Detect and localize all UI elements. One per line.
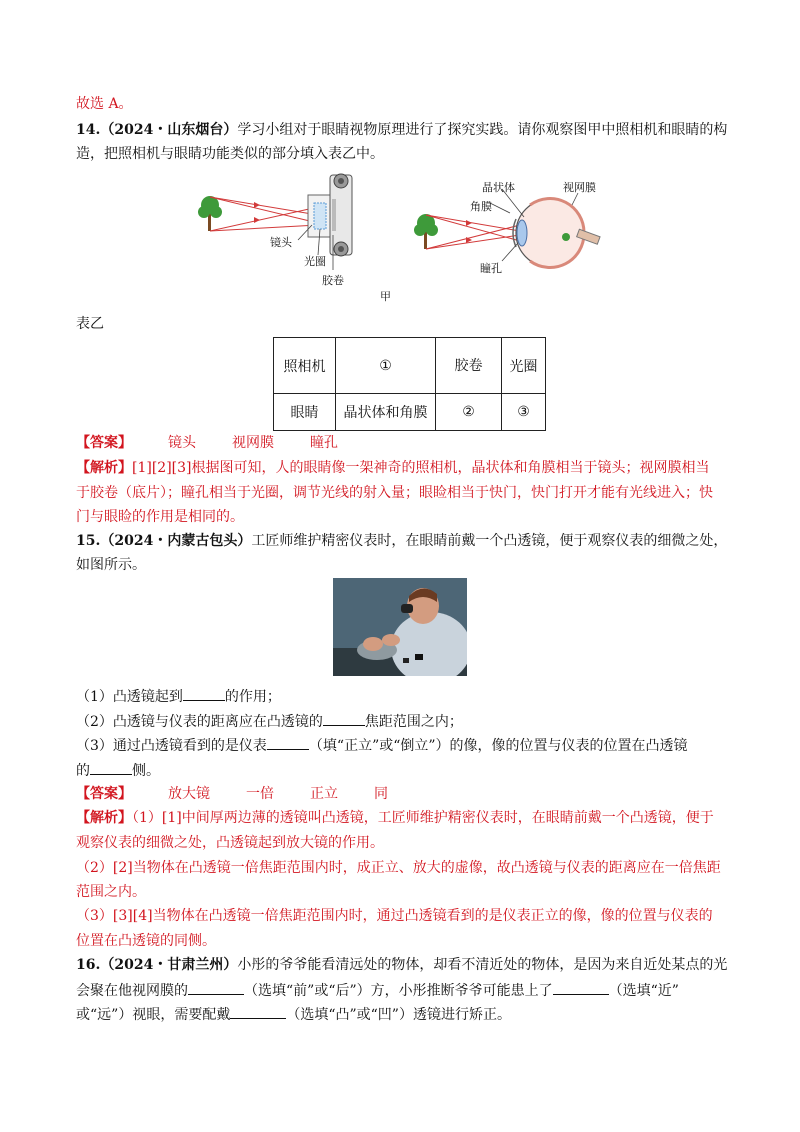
table-cell: 胶卷 bbox=[436, 338, 502, 394]
q14-source: （2024・山东烟台） bbox=[100, 122, 238, 138]
q14-analysis-line1 bbox=[76, 458, 710, 478]
camera-light-rays bbox=[210, 197, 318, 231]
q15-sub2-text: （2）凸透镜与仪表的距离应在凸透镜的 bbox=[76, 714, 323, 730]
table-cell: 照相机 bbox=[274, 338, 336, 394]
answer-item: 一倍 bbox=[246, 786, 274, 802]
q16-blank-3[interactable] bbox=[230, 1004, 286, 1019]
camera-tree-icon bbox=[198, 196, 222, 231]
analysis-label: 【解析】 bbox=[76, 460, 132, 476]
analysis-text: （1）[1]中间厚两边薄的透镜叫凸透镜，工匠师维护精密仪表时，在眼睛前戴一个凸透镜，便于 bbox=[132, 810, 714, 826]
q15-sub2 bbox=[76, 711, 463, 732]
q15-blank-2[interactable] bbox=[323, 711, 365, 726]
comparison-table bbox=[273, 337, 546, 431]
analysis-text: [1][2][3]根据图可知，人的眼睛像一架神奇的照相机，晶状体和角膜相当于镜头；视网膜相当 bbox=[132, 460, 710, 476]
answer-item: 视网膜 bbox=[232, 435, 274, 451]
table-cell: 晶状体和角膜 bbox=[336, 394, 436, 431]
q15-blank-1[interactable] bbox=[183, 686, 225, 701]
answer-item: 放大镜 bbox=[168, 786, 210, 802]
label-film: 胶卷 bbox=[322, 274, 344, 287]
q15-sub3-text: （3）通过凸透镜看到的是仪表 bbox=[76, 738, 267, 754]
q15-analysis-line5: （3）[3][4]当物体在凸透镜一倍焦距范围内时，通过凸透镜看到的是仪表正立的像，像的位置与仪表的 bbox=[76, 908, 713, 924]
label-retina: 视网膜 bbox=[563, 181, 596, 194]
q14-answer bbox=[76, 433, 338, 453]
table-cell: 光圈 bbox=[502, 338, 546, 394]
q14-text-line2: 造，把照相机与眼睛功能类似的部分填入表乙中。 bbox=[76, 146, 384, 162]
eyeball bbox=[513, 198, 600, 267]
q15-blank-3[interactable] bbox=[267, 735, 309, 750]
answer-label: 【答案】 bbox=[76, 435, 132, 451]
q16-line2-text-mid: （选填“前”或“后”）方，小彤推断爷爷可能患上了 bbox=[244, 983, 553, 999]
answer-item: 镜头 bbox=[168, 435, 196, 451]
q16-line3-text-end: （选填“凸”或“凹”）透镜进行矫正。 bbox=[286, 1007, 511, 1023]
label-pupil: 瞳孔 bbox=[480, 262, 502, 275]
q16-line2-text-end: （选填“近” bbox=[608, 983, 679, 999]
table-row bbox=[274, 394, 546, 431]
q15-blank-4[interactable] bbox=[90, 760, 132, 775]
q15-analysis-line6: 位置在凸透镜的同侧。 bbox=[76, 933, 216, 949]
table-row bbox=[274, 338, 546, 394]
q15-analysis-line1 bbox=[76, 808, 714, 828]
craftsman-illustration bbox=[333, 578, 467, 676]
q16-blank-1[interactable] bbox=[188, 980, 244, 995]
camera-body bbox=[308, 174, 352, 256]
q15-analysis-line2: 观察仪表的细微之处，凸透镜起到放大镜的作用。 bbox=[76, 835, 384, 851]
q15-text-line1 bbox=[76, 531, 727, 551]
q16-line2-text: 会聚在他视网膜的 bbox=[76, 983, 188, 999]
answer-item: 瞳孔 bbox=[310, 435, 338, 451]
q15-analysis-line3: （2）[2]当物体在凸透镜一倍焦距范围内时，成正立、放大的虚像，故凸透镜与仪表的距离应在一倍焦距 bbox=[76, 860, 721, 876]
q15-sub3-text-end: （填“正立”或“倒立”）的像，像的位置与仪表的位置在凸透镜 bbox=[308, 738, 688, 754]
eye-tree-icon bbox=[414, 214, 438, 249]
craftsman-photo bbox=[333, 578, 467, 676]
q16-text-line3 bbox=[76, 1004, 511, 1025]
label-crystalline: 晶状体 bbox=[482, 181, 515, 194]
table-cell: ① bbox=[336, 338, 436, 394]
table-cell: ③ bbox=[502, 394, 546, 431]
q15-sub1 bbox=[76, 686, 281, 707]
q14-analysis-line2: 于胶卷（底片）；瞳孔相当于光圈，调节光线的射入量；眼睑相当于快门，快门打开才能有光线进入；快 bbox=[76, 485, 713, 501]
q14-text: 学习小组对于眼睛视物原理进行了探究实践。请你观察图甲中照相机和眼睛的构 bbox=[237, 122, 728, 138]
label-lens: 镜头 bbox=[270, 236, 292, 249]
q16-blank-2[interactable] bbox=[553, 980, 609, 995]
q15-sub3-cont bbox=[76, 760, 160, 781]
q15-sub2-text-end: 焦距范围之内； bbox=[364, 714, 463, 730]
q15-analysis-line4: 范围之内。 bbox=[76, 884, 146, 900]
figure-caption: 甲 bbox=[380, 290, 391, 303]
analysis-label: 【解析】 bbox=[76, 810, 132, 826]
answer-label: 【答案】 bbox=[76, 786, 132, 802]
table-caption: 表乙 bbox=[76, 316, 104, 332]
q15-source: （2024・内蒙古包头） bbox=[100, 533, 252, 549]
q15-answer bbox=[76, 784, 388, 804]
q15-text: 工匠师维护精密仪表时，在眼睛前戴一个凸透镜，便于观察仪表的细微之处， bbox=[251, 533, 728, 549]
q15-sub3-cont-end: 侧。 bbox=[132, 763, 160, 779]
q15-text-line2: 如图所示。 bbox=[76, 557, 146, 573]
q15-sub1-text-end: 的作用； bbox=[224, 689, 281, 705]
q15-sub3 bbox=[76, 735, 688, 756]
q14-number: 14. bbox=[76, 122, 101, 138]
q16-text-line1 bbox=[76, 955, 727, 975]
q15-number: 15. bbox=[76, 533, 101, 549]
q14-text-line1 bbox=[76, 120, 727, 140]
q16-line3-text: 或“远”）视眼，需要配戴 bbox=[76, 1007, 231, 1023]
q15-sub3-cont-text: 的 bbox=[76, 763, 90, 779]
q16-source: （2024・甘肃兰州） bbox=[100, 957, 238, 973]
q14-figure bbox=[190, 165, 620, 305]
q14-analysis-line3: 门与眼睑的作用是相同的。 bbox=[76, 509, 244, 525]
answer-item: 正立 bbox=[310, 786, 338, 802]
q16-text: 小彤的爷爷能看清远处的物体，却看不清近处的物体，是因为来自近处某点的光 bbox=[237, 957, 728, 973]
label-cornea: 角膜 bbox=[470, 200, 492, 213]
label-aperture: 光圈 bbox=[304, 255, 326, 268]
q16-number: 16. bbox=[76, 957, 101, 973]
answer-item: 同 bbox=[374, 786, 388, 802]
table-cell: ② bbox=[436, 394, 502, 431]
q15-sub1-text: （1）凸透镜起到 bbox=[76, 689, 183, 705]
intro-line: 故选 A。 bbox=[76, 96, 133, 112]
table-cell: 眼睛 bbox=[274, 394, 336, 431]
q16-text-line2 bbox=[76, 980, 679, 1001]
